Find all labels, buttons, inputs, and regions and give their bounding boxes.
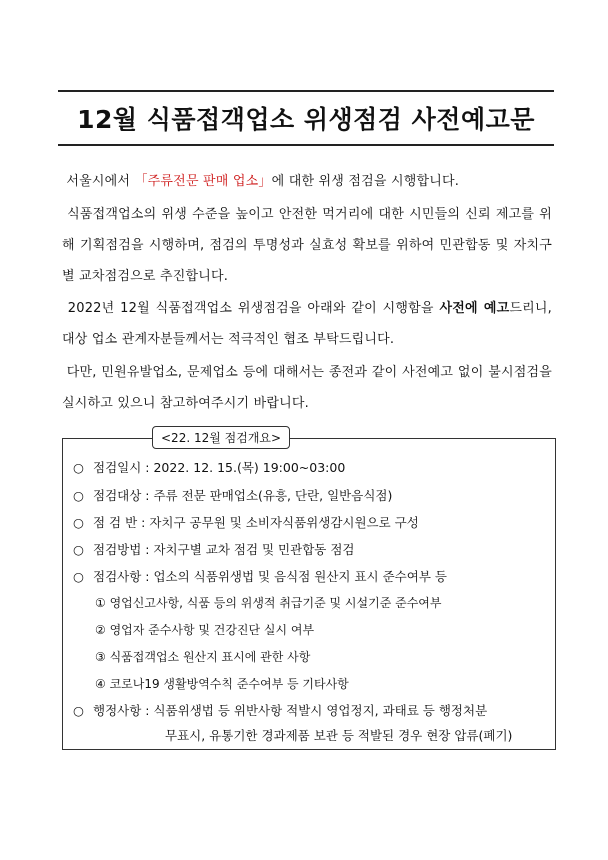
para1-before: 서울시에서 <box>66 174 135 189</box>
scope-subitem-3: ③ 식품접객업소 원산지 표시에 관한 사항 <box>95 650 311 664</box>
title-banner <box>58 90 554 146</box>
item-label: 점검대상 <box>93 488 142 503</box>
item-label: 행정사항 <box>93 703 142 718</box>
para3-before: 2022년 12월 식품접객업소 위생점검을 아래와 같이 시행함을 <box>67 301 440 316</box>
item-text: : 식품위생법 등 위반사항 적발시 영업정지, 과태료 등 행정처분 <box>145 703 488 718</box>
circle-bullet-icon: ○ <box>73 542 84 557</box>
para3-bold: 사전에 예고 <box>439 301 510 316</box>
para1-highlight: 「주류전문 판매 업소」 <box>134 174 272 189</box>
action-continuation: 무표시, 유통기한 경과제품 보관 등 적발된 경우 현장 압류(폐기) <box>165 728 513 743</box>
paragraph-4 <box>62 357 552 419</box>
paragraph-2 <box>62 199 552 292</box>
item-text: : 업소의 식품위생법 및 음식점 원산지 표시 준수여부 등 <box>145 569 447 584</box>
overview-item-method <box>73 541 354 559</box>
circle-bullet-icon: ○ <box>73 703 84 718</box>
overview-item-action <box>73 702 487 720</box>
para4-text: 다만, 민원유발업소, 문제업소 등에 대해서는 종전과 같이 사전예고 없이 불시점검을 실시하고 있으니 참고하여주시기 바랍니다. <box>62 365 552 411</box>
overview-item-date <box>73 459 345 477</box>
item-label: 점 검 반 <box>93 515 138 530</box>
para1-after: 에 대한 위생 점검을 시행합니다. <box>271 174 460 189</box>
overview-item-scope <box>73 568 447 586</box>
item-text: : 자치구별 교차 점검 및 민관합동 점검 <box>145 542 355 557</box>
overview-item-target <box>73 487 392 505</box>
item-text: : 2022. 12. 15.(목) 19:00~03:00 <box>145 460 346 475</box>
circle-bullet-icon: ○ <box>73 488 84 503</box>
para3-after: 드리니, 대상 업소 관계자분들께서는 적극적인 협조 부탁드립니다. <box>62 301 552 347</box>
paragraph-1 <box>62 166 552 197</box>
item-text: : 주류 전문 판매업소(유흥, 단란, 일반음식점) <box>145 488 393 503</box>
paragraph-3 <box>62 293 552 355</box>
item-text: : 자치구 공무원 및 소비자식품위생감시원으로 구성 <box>141 515 419 530</box>
page-title: 12월 식품접객업소 위생점검 사전예고문 <box>77 105 535 134</box>
para2-text: 식품접객업소의 위생 수준을 높이고 안전한 먹거리에 대한 시민들의 신뢰 제고를 위해 기획점검을 시행하며, 점검의 투명성과 실효성 확보를 위하여 민관합동 및 자치구별 교차점검으로 추진합니다. <box>62 207 552 284</box>
box-heading: <22. 12월 점검개요> <box>152 426 290 449</box>
circle-bullet-icon: ○ <box>73 569 84 584</box>
item-label: 점검방법 <box>93 542 142 557</box>
overview-item-team <box>73 514 419 532</box>
circle-bullet-icon: ○ <box>73 460 84 475</box>
scope-subitem-1: ① 영업신고사항, 식품 등의 위생적 취급기준 및 시설기준 준수여부 <box>95 596 442 610</box>
item-label: 점검일시 <box>93 460 142 475</box>
scope-subitem-2: ② 영업자 준수사항 및 건강진단 실시 여부 <box>95 623 315 637</box>
scope-subitem-4: ④ 코로나19 생활방역수칙 준수여부 등 기타사항 <box>95 677 349 691</box>
inspection-overview-box <box>62 431 556 750</box>
item-label: 점검사항 <box>93 569 142 584</box>
circle-bullet-icon: ○ <box>73 515 84 530</box>
